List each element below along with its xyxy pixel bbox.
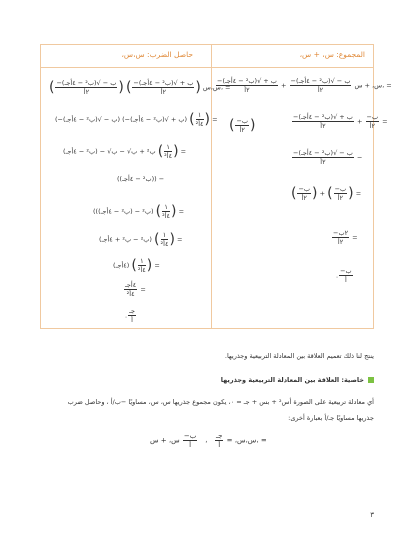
sum-row-5: $\frac{\text{−٢ب}}{\text{٢أ}}$ =: [333, 229, 358, 246]
roots-table: [40, 44, 392, 329]
product-row-7: (٤أجـ) ( $\frac{١}{\text{٤أ²}}$ ) =: [113, 257, 160, 274]
product-row-8: $\frac{\text{٤أجـ}}{\text{٤أ²}}$ =: [125, 281, 146, 298]
product-row-3: ب² + ب√ − ب√ − (ب² − ٤أجـ) ( $\frac{١}{\text{٤أ²}}$ ) =: [63, 143, 187, 160]
product-column-header: حاصل الضرب: س،س،: [121, 50, 193, 59]
product-row-2: (−ب − √(ب² − ٤أجـ)) (−ب + √(ب² − ٤أجـ)) ( $\frac{١}{\text{٤أ²}}$ ) =: [55, 111, 218, 128]
product-row-9: . $\frac{\text{جـ}}{\text{أ}}$: [125, 307, 136, 324]
product-row-5: ((ب² − (ب² − ٤أجـ)) ( $\frac{١}{\text{٤أ²}}$ ) =: [93, 203, 185, 220]
property-body-line-2: جذريها مساويًا جـ/أ بعبارة أخرى:: [288, 414, 374, 422]
sum-row-4: ( $\frac{\text{−ب}}{\text{٢أ}}$ ) + ( $\frac{\text{−ب}}{\text{٢أ}}$ ) =: [291, 185, 362, 202]
sum-row-3: $\frac{\text{−ب − √(ب² − ٤أجـ)}}{\text{٢أ}}$ −: [293, 149, 363, 166]
property-heading: خاصية: العلاقة بين المعادلة التربيعية وجذريها: [221, 376, 374, 384]
product-row-6: (ب² − ب² + ٤أجـ) ( $\frac{١}{\text{٤أ²}}$ ) =: [99, 231, 183, 248]
sum-row-6: . $\frac{\text{−ب}}{\text{أ}}$: [336, 267, 352, 284]
fraction: $\frac{\text{−ب − √(ب² − ٤أجـ)}}{\text{٢أ}}$: [290, 77, 351, 94]
fraction: $\frac{\text{−ب + √(ب² − ٤أجـ)}}{\text{٢أ}}$: [217, 77, 277, 94]
green-bullet-icon: [368, 377, 374, 383]
property-body-line-1: أي معادلة تربيعية على الصورة أس² + بس + جـ = ٠، يكون مجموع جذريها س، س، مساويًا −ب/أ ، وحاصل ضرب: [67, 398, 374, 406]
sum-row-1: $\frac{\text{−ب + √(ب² − ٤أجـ)}}{\text{٢أ}}$ + $\frac{\text{−ب − √(ب² − ٤أجـ)}}{\text{٢أ}}$ س، + س، =: [217, 77, 392, 94]
product-row-4: ((ب² − ٤أجـ)) −: [117, 175, 165, 183]
page-number: ٣: [370, 511, 374, 519]
sum-row-2b: ( $\frac{\text{−ب}}{\text{٢أ}}$ ): [229, 117, 256, 134]
sum-column-header: المجموع: س، + س،: [299, 50, 365, 59]
table-header-divider: [41, 67, 373, 68]
sum-row-2: $\frac{\text{−ب + √(ب² − ٤أجـ)}}{\text{٢أ}}$ + $\frac{\text{−ب}}{\text{٢أ}}$ =: [293, 113, 388, 130]
intro-text: ينتج لنا ذلك تعميم العلاقة بين المعادلة التربيعية وجذريها.: [224, 352, 374, 360]
product-row-1: ( $\frac{\text{−ب − √(ب² − ٤أجـ)}}{\text{٢أ}}$ ) ( $\frac{\text{−ب + √(ب² − ٤أجـ)}}{\text{٢أ}}$ ) س،س، =: [49, 79, 231, 96]
property-formulas: س،س، = $\frac{\text{جـ}}{\text{أ}}$ ، $\frac{\text{−ب}}{\text{أ}}$ س، + س، =: [150, 432, 267, 449]
